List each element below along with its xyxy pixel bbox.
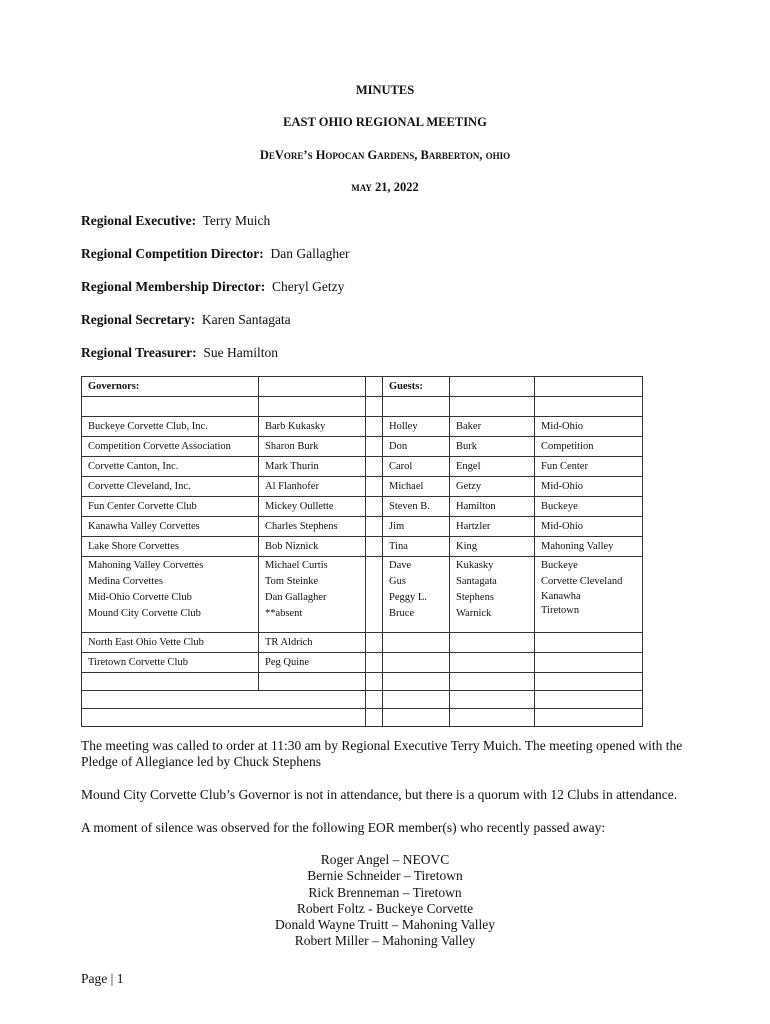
governor-name: TR Aldrich bbox=[259, 633, 366, 653]
officer-label: Regional Secretary: bbox=[81, 312, 196, 327]
club-name: Lake Shore Corvettes bbox=[82, 537, 259, 557]
guest-first: Don bbox=[383, 437, 450, 457]
officer-executive bbox=[81, 213, 270, 229]
table-empty-row bbox=[82, 691, 643, 709]
club-name: Fun Center Corvette Club bbox=[82, 497, 259, 517]
officer-label: Regional Competition Director: bbox=[81, 246, 264, 261]
officer-label: Regional Treasurer: bbox=[81, 345, 197, 360]
table-row bbox=[82, 437, 643, 457]
guest-last: Kukasky bbox=[456, 560, 494, 571]
officer-competition bbox=[81, 246, 350, 262]
date-month: may bbox=[351, 180, 372, 194]
guest-first: Gus bbox=[389, 576, 406, 587]
quorum-paragraph: Mound City Corvette Club’s Governor is not in attendance, but there is a quorum with 12 Clubs in attendance. bbox=[81, 787, 678, 802]
memorial-item: Rick Brenneman – Tiretown bbox=[308, 884, 462, 900]
officer-treasurer bbox=[81, 345, 278, 361]
table-row bbox=[82, 653, 643, 673]
governor-name-list bbox=[259, 557, 366, 633]
guest-club: Tiretown bbox=[541, 605, 580, 616]
table-row bbox=[82, 537, 643, 557]
club-name: Mound City Corvette Club bbox=[88, 608, 201, 619]
governor-name: Al Flanhofer bbox=[259, 477, 366, 497]
guest-club: Mid-Ohio bbox=[535, 517, 643, 537]
guest-last: Hamilton bbox=[450, 497, 535, 517]
guest-first: Carol bbox=[383, 457, 450, 477]
memorial-item: Robert Miller – Mahoning Valley bbox=[294, 933, 476, 949]
guest-club: Mid-Ohio bbox=[535, 417, 643, 437]
guest-last: Burk bbox=[450, 437, 535, 457]
doc-title: MINUTES bbox=[355, 83, 415, 97]
governor-name: Bob Niznick bbox=[259, 537, 366, 557]
guest-first: Michael bbox=[383, 477, 450, 497]
memorial-list bbox=[0, 852, 770, 950]
guest-club: Kanawha bbox=[541, 591, 581, 602]
call-to-order-paragraph: The meeting was called to order at 11:30 am by Regional Executive Terry Muich. The meeting opened with the Pledge of Allegiance led by Chuck Stephens bbox=[81, 738, 683, 769]
guest-first: Steven B. bbox=[383, 497, 450, 517]
meeting-venue: DeVore’s Hopocan Gardens, Barberton, ohio bbox=[259, 148, 511, 162]
guest-first: Holley bbox=[383, 417, 450, 437]
governor-name: Charles Stephens bbox=[259, 517, 366, 537]
governor-name: Mark Thurin bbox=[259, 457, 366, 477]
guest-first: Bruce bbox=[389, 608, 415, 619]
club-name: Corvette Canton, Inc. bbox=[82, 457, 259, 477]
officer-secretary bbox=[81, 312, 291, 328]
table-row-merged bbox=[82, 557, 643, 633]
officer-label: Regional Membership Director: bbox=[81, 279, 266, 294]
memorial-item: Roger Angel – NEOVC bbox=[320, 852, 450, 867]
guest-first: Dave bbox=[389, 560, 412, 571]
memorial-item: Bernie Schneider – Tiretown bbox=[307, 868, 463, 884]
governor-name: Michael Curtis bbox=[265, 560, 328, 571]
club-name: Tiretown Corvette Club bbox=[82, 653, 259, 673]
table-row bbox=[82, 417, 643, 437]
guest-club: Buckeye bbox=[535, 497, 643, 517]
table-empty-row bbox=[82, 673, 643, 691]
officer-membership bbox=[81, 279, 344, 295]
club-name: Kanawha Valley Corvettes bbox=[82, 517, 259, 537]
table-row bbox=[82, 457, 643, 477]
governor-name: Peg Quine bbox=[259, 653, 366, 673]
table-row bbox=[82, 517, 643, 537]
page-number: Page | 1 bbox=[81, 971, 124, 986]
date-day-year: 21, 2022 bbox=[371, 180, 419, 194]
memorial-item: Robert Foltz - Buckeye Corvette bbox=[296, 900, 474, 916]
officer-label: Regional Executive: bbox=[81, 213, 197, 228]
attendance-table bbox=[81, 376, 643, 727]
club-name: North East Ohio Vette Club bbox=[82, 633, 259, 653]
club-name: Mid-Ohio Corvette Club bbox=[88, 592, 192, 603]
guest-first: Peggy L. bbox=[389, 592, 427, 603]
guest-last: Hartzler bbox=[450, 517, 535, 537]
officer-name: Karen Santagata bbox=[201, 312, 291, 327]
guest-club: Mahoning Valley bbox=[535, 537, 643, 557]
guest-last: Engel bbox=[450, 457, 535, 477]
officer-name: Cheryl Getzy bbox=[271, 279, 345, 294]
governors-header: Governors: bbox=[82, 377, 259, 397]
officer-name: Dan Gallagher bbox=[270, 246, 350, 261]
guest-last: Santagata bbox=[456, 576, 497, 587]
officer-name: Terry Muich bbox=[202, 213, 271, 228]
guest-club: Fun Center bbox=[535, 457, 643, 477]
guest-last: King bbox=[450, 537, 535, 557]
club-name: Buckeye Corvette Club, Inc. bbox=[82, 417, 259, 437]
governor-name: Mickey Oullette bbox=[259, 497, 366, 517]
governor-name: **absent bbox=[265, 608, 303, 619]
guest-last: Getzy bbox=[450, 477, 535, 497]
table-empty-row bbox=[82, 709, 643, 727]
club-name: Corvette Cleveland, Inc. bbox=[82, 477, 259, 497]
meeting-name: EAST OHIO REGIONAL MEETING bbox=[283, 115, 487, 129]
governor-name: Barb Kukasky bbox=[259, 417, 366, 437]
guest-club: Competition bbox=[535, 437, 643, 457]
guest-club-list bbox=[535, 557, 643, 633]
guest-last: Warnick bbox=[456, 608, 492, 619]
table-row bbox=[82, 477, 643, 497]
club-name: Mahoning Valley Corvettes bbox=[88, 560, 204, 571]
governor-name: Dan Gallagher bbox=[265, 592, 327, 603]
guest-first-list bbox=[383, 557, 450, 633]
club-name: Competition Corvette Association bbox=[82, 437, 259, 457]
table-header-row bbox=[82, 377, 643, 397]
guest-last: Stephens bbox=[456, 592, 494, 603]
officer-name: Sue Hamilton bbox=[203, 345, 278, 360]
guest-club: Buckeye bbox=[541, 560, 578, 571]
guest-club: Mid-Ohio bbox=[535, 477, 643, 497]
guest-club: Corvette Cleveland bbox=[541, 576, 623, 587]
guest-first: Tina bbox=[383, 537, 450, 557]
meeting-date bbox=[0, 180, 770, 195]
guest-last: Baker bbox=[450, 417, 535, 437]
guest-first: Jim bbox=[383, 517, 450, 537]
memorial-item: Donald Wayne Truitt – Mahoning Valley bbox=[274, 917, 496, 933]
guests-header: Guests: bbox=[383, 377, 450, 397]
governor-name: Tom Steinke bbox=[265, 576, 319, 587]
governor-name: Sharon Burk bbox=[259, 437, 366, 457]
silence-paragraph: A moment of silence was observed for the following EOR member(s) who recently passed away: bbox=[81, 820, 606, 835]
table-row bbox=[82, 497, 643, 517]
table-spacer-row bbox=[82, 397, 643, 417]
guest-last-list bbox=[450, 557, 535, 633]
club-name: Medina Corvettes bbox=[88, 576, 163, 587]
table-row bbox=[82, 633, 643, 653]
club-name-list bbox=[82, 557, 259, 633]
